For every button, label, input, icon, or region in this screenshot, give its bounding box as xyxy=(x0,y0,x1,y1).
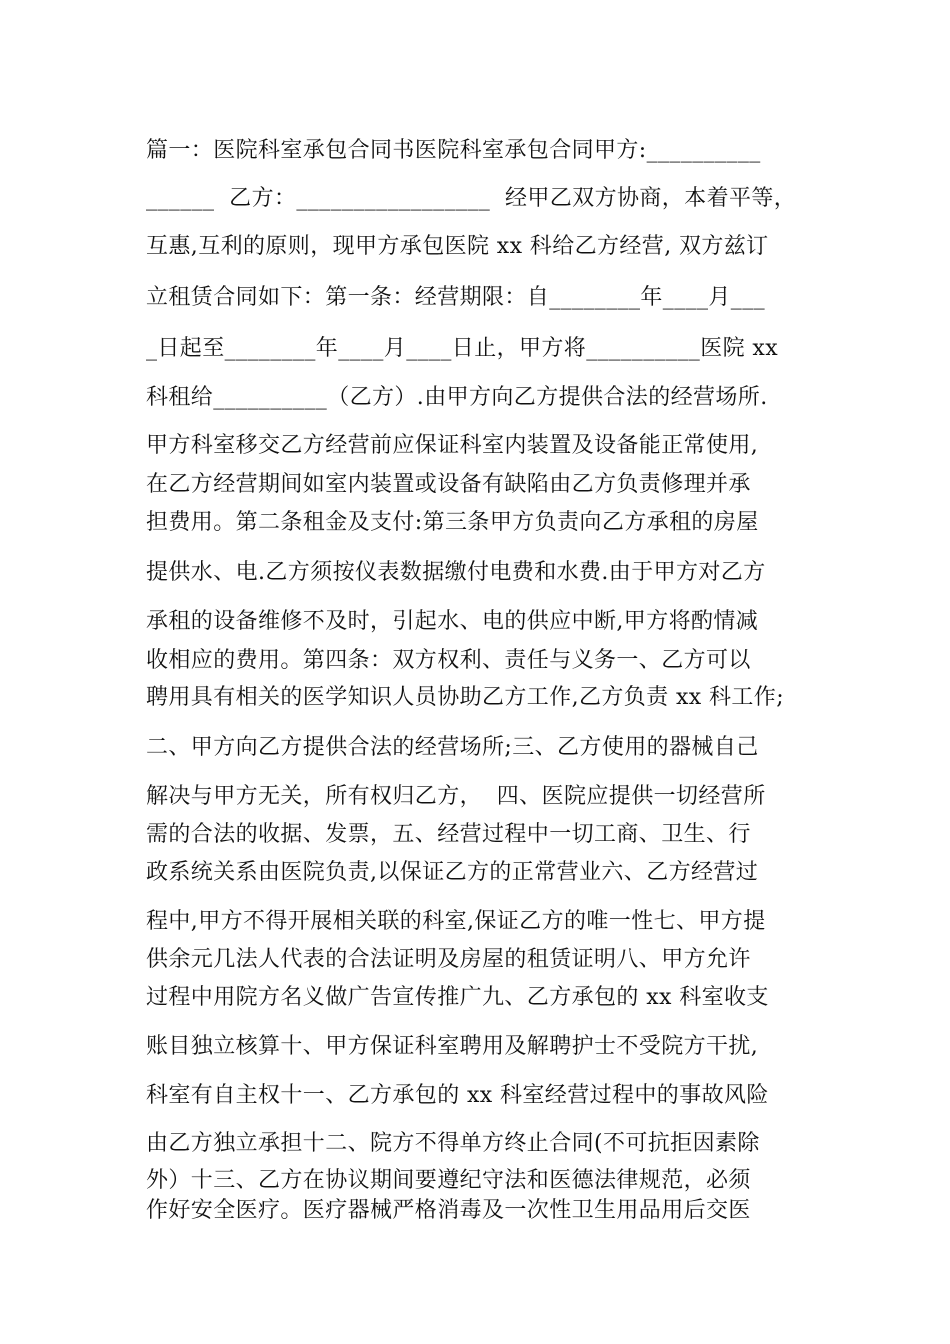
text-line: 收相应的费用。第四条：双方权利、责任与义务一、乙方可以 xyxy=(146,648,751,673)
text-line: 需的合法的收据、发票，五、经营过程中一切工商、卫生、行 xyxy=(146,822,751,847)
text-line: 政系统关系由医院负责,以保证乙方的正常营业六、乙方经营过 xyxy=(146,860,759,885)
text-line: 担费用。第二条租金及支付:第三条甲方负责向乙方承租的房屋 xyxy=(146,510,759,535)
text-line: 科租给__________（乙方）.由甲方向乙方提供合法的经营场所. xyxy=(146,385,768,410)
text-line: ______ 乙方：_________________ 经甲乙双方协商，本着平等， xyxy=(146,186,797,211)
text-line: 承租的设备维修不及时，引起水、电的供应中断,甲方将酌情减 xyxy=(146,609,759,634)
text-line: 账目独立核算十、甲方保证科室聘用及解聘护士不受院方干扰, xyxy=(146,1034,759,1059)
text-line: 聘用具有相关的医学知识人员协助乙方工作,乙方负责 xx 科工作; xyxy=(146,685,785,710)
text-line: 作好安全医疗。医疗器械严格消毒及一次性卫生用品用后交医 xyxy=(146,1198,751,1223)
text-line: 供余元几法人代表的合法证明及房屋的租赁证明八、甲方允许 xyxy=(146,947,751,972)
text-line: 二、甲方向乙方提供合法的经营场所;三、乙方使用的器械自己 xyxy=(146,735,759,760)
text-line: 立租赁合同如下：第一条：经营期限：自________年____月___ xyxy=(146,285,766,310)
text-line: _日起至________年____月____日止，甲方将__________医院 xx xyxy=(146,336,779,361)
text-line: 在乙方经营期间如室内装置或设备有缺陷由乙方负责修理并承 xyxy=(146,472,751,497)
text-line: 提供水、电.乙方须按仪表数据缴付电费和水费.由于甲方对乙方 xyxy=(146,560,766,585)
text-line: 篇一：医院科室承包合同书医院科室承包合同甲方:__________ xyxy=(146,138,761,163)
text-line: 由乙方独立承担十二、院方不得单方终止合同(不可抗拒因素除 xyxy=(146,1131,760,1156)
text-line: 外）十三、乙方在协议期间要遵纪守法和医德法律规范，必须 xyxy=(146,1168,751,1193)
text-line: 解决与甲方无关，所有权归乙方， 四、医院应提供一切经营所 xyxy=(146,784,766,809)
text-line: 过程中用院方名义做广告宣传推广九、乙方承包的 xx 科室收支 xyxy=(146,985,769,1010)
text-line: 程中,甲方不得开展相关联的科室,保证乙方的唯一性七、甲方提 xyxy=(146,909,766,934)
text-line: 科室有自主权十一、乙方承包的 xx 科室经营过程中的事故风险 xyxy=(146,1083,769,1108)
text-line: 甲方科室移交乙方经营前应保证科室内装置及设备能正常使用, xyxy=(146,433,759,458)
text-line: 互惠,互利的原则，现甲方承包医院 xx 科给乙方经营, 双方兹订 xyxy=(146,234,769,259)
